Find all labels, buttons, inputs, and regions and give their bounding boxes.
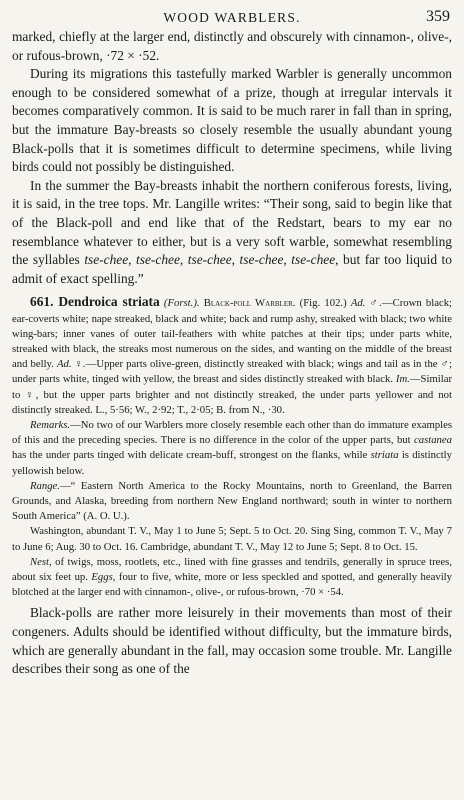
nest-label: Nest, (30, 555, 52, 568)
remarks-text-a: —No two of our Warblers more closely resemble each other than do immature examples of this and the preceding species. There is no difference in the color of the upper parts, but (12, 418, 452, 447)
nest-paragraph (12, 555, 452, 601)
adult-male-label: Ad. ♂. (350, 297, 382, 310)
species-heading: 661. Dendroica striata (30, 294, 160, 310)
nest-text-b: four to five, white, more or less speckled and spotted, and generally heavily blotched at the larger end with cinnamon-, olive-, or rufous-brown, ·70 × ·54. (12, 570, 452, 599)
summer-text-a: In the summer the Bay-breasts inhabit the northern coniferous forests, living, it is said, in the tree tops. Mr. Langille writes: “Their song, said to begin like that of the Black-poll and end like that of the Redstart, bears to my ear no resemblance whatever to either, but is a very soft warble, somewhat resembling the syllables (12, 177, 452, 268)
remarks-paragraph (12, 418, 452, 479)
figure-reference: (Fig. 102.) (299, 297, 347, 310)
range-label: Range. (30, 479, 60, 492)
remarks-striata: striata (370, 449, 399, 462)
closing-paragraph: Black-polls are rather more leisurely in their movements than most of their congeners. Adults should be identified without difficulty, but the immature birds, which are generally abundant in the fall, may occasion some trouble. Mr. Langille describes their song as one of the (12, 605, 452, 677)
migration-paragraph: During its migrations this tastefully marked Warbler is generally uncommon enough to be considered somewhat of a prize, though at irregular intervals it becomes comparatively common. It is said to be much rarer in fall than in spring, but the immature Bay-breasts so closely resemble the usually abundant young Black-polls that it is sometimes difficult to determine specimens, while living birds could not possibly be distinguished. (12, 66, 452, 175)
remarks-text-b: has the under parts tinged with delicate cream-buff, strongest on the flanks, while (12, 449, 371, 462)
adult-female-label: Ad. ♀. (56, 358, 86, 371)
running-head (12, 6, 452, 28)
remarks-castanea: castanea (414, 434, 452, 447)
adult-male-description: —Crown black; ear-coverts white; nape streaked, black and white; back and rump ashy, streaked with black; two white wing-bars; inner vanes of outer tail-feathers with white patches at their tips; under parts white, streaked with black, the streaks most numerous on the sides, and wanting on the middle of the breast and belly. (12, 297, 453, 371)
common-name: Black-poll Warbler. (203, 297, 296, 310)
song-syllables: tse-chee, tse-chee, tse-chee, tse-chee, tse-chee (84, 252, 336, 268)
species-authority: (Forst.). (163, 297, 200, 310)
records-paragraph: Washington, abundant T. V., May 1 to June 5; Sept. 5 to Oct. 20. Sing Sing, common T. V., May 7 to June 6; Aug. 30 to Oct. 16. Cambridge, abundant T. V., May 12 to June 5; Sept. 8 to Oct. 15. (12, 525, 452, 553)
remarks-label: Remarks. (30, 418, 71, 431)
range-paragraph (12, 479, 452, 525)
summer-paragraph (12, 177, 452, 289)
immature-description: —Similar to ♀, but the upper parts brighter and not distinctly streaked, the under parts yellower and not distinctly streaked. L., 5·56; W., 2·92; T., 2·05; B. from N., ·30. (12, 373, 452, 416)
continued-paragraph: marked, chiefly at the larger end, distinctly and obscurely with cinnamon-, olive-, or rufous-brown, ·72 × ·52. (12, 29, 452, 63)
immature-label: Im. (395, 373, 410, 386)
remarks-text-c: is distinctly yellowish below. (12, 449, 452, 477)
nest-text-a: of twigs, moss, rootlets, etc., lined with fine grasses and tendrils, generally in spruce trees, about six feet up. (12, 555, 452, 583)
page-number: 359 (426, 8, 450, 25)
adult-female-description: —Upper parts olive-green, distinctly streaked with black; wings and tail as in the ♂; under parts white, tinged with yellow, the breast and sides distinctly streaked with black. (12, 358, 453, 386)
eggs-label: Eggs, (91, 570, 116, 583)
species-description (12, 294, 452, 418)
range-text: —“ Eastern North America to the Rocky Mountains, north to Greenland, the Barren Grounds, and Alaska, breeding from northern New England northward; south in winter to northern South America” (A. O. U.). (12, 479, 452, 523)
summer-text-b: , but far too liquid to admit of exact spelling.” (12, 252, 452, 286)
running-title: WOOD WARBLERS. (163, 10, 301, 25)
